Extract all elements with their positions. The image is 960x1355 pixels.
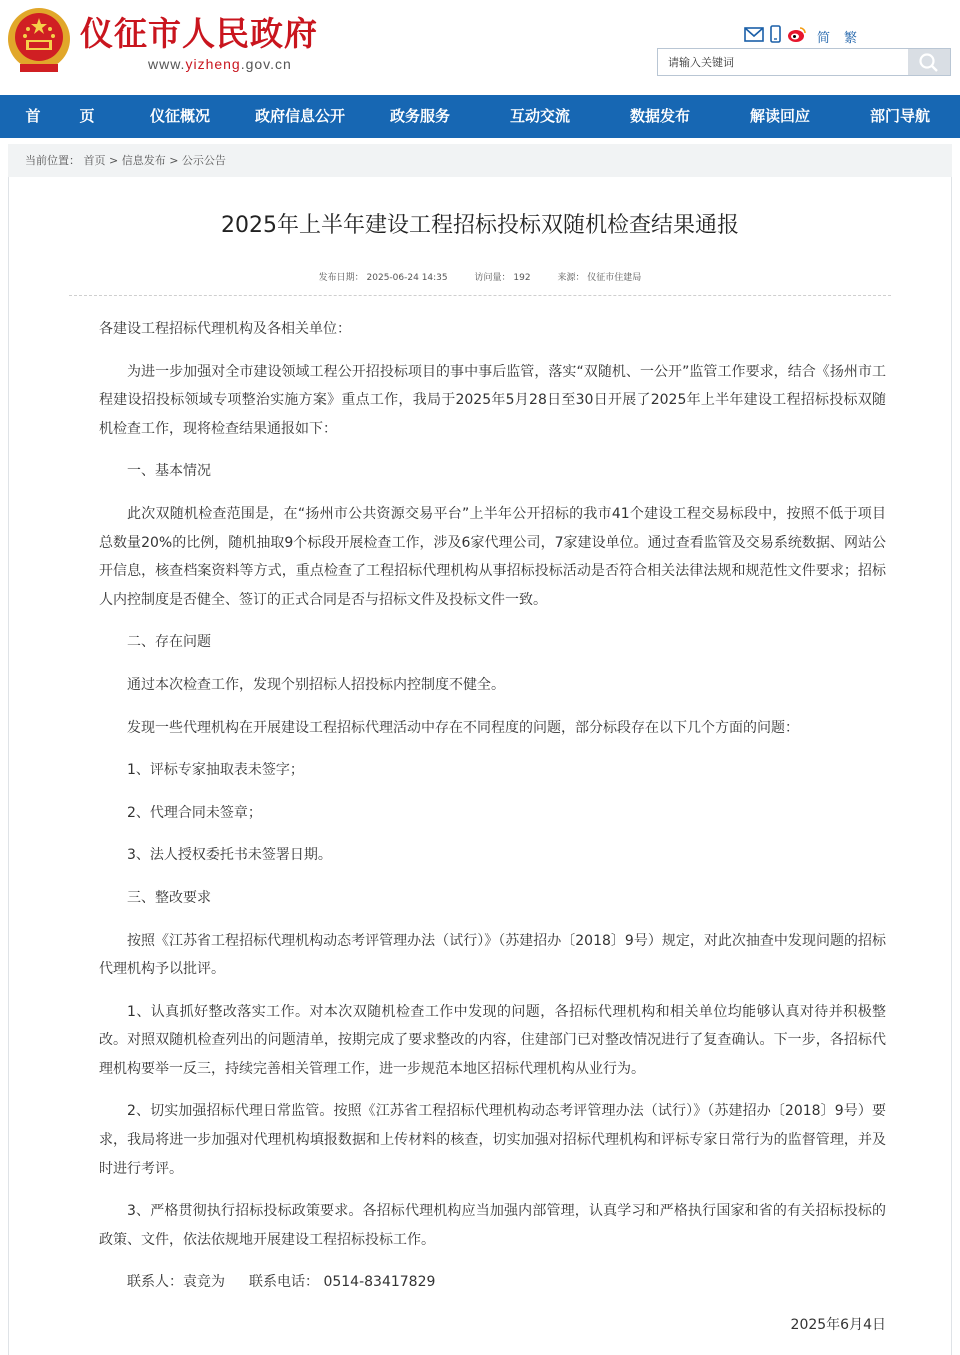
paragraph: 1、认真抓好整改落实工作。对本次双随机检查工作中发现的问题，各招标代理机构和相关单位均能够认真对待并积极整改。对照双随机检查列出的问题清单，按期完成了要求整改的内容，住建部门已对整改情况进行了复查确认。下一步，各招标代理机构要举一反三，持续完善相关管理工作，进一步规范本地区招标代理机构从业行为。	[99, 1003, 886, 1077]
nav-departments[interactable]: 部门导航	[869, 107, 930, 125]
header-tools	[744, 26, 867, 46]
site-url: www.yizheng.gov.cn	[148, 56, 292, 72]
contact-line	[99, 1268, 886, 1297]
lang-simplified-link[interactable]: 简	[817, 30, 831, 46]
divider	[69, 295, 891, 296]
salutation: 各建设工程招标代理机构及各相关单位：	[99, 321, 351, 337]
nav-overview[interactable]: 仪征概况	[149, 107, 210, 125]
contact-phone: 联系电话： 0514-83417829	[249, 1274, 436, 1291]
paragraph: 此次双随机检查范围是，在“扬州市公共资源交易平台”上半年公开招标的我市41个建设工程交易标段中，按照不低于项目总数量20%的比例，随机抽取9个标段开展检查工作，涉及6家代理公司，7家建设单位。通过查看监管及交易系统数据、网站公开信息，核查档案资料等方式，重点检查了工程招标代理机构从事招标投标活动是否符合相关法律法规和规范性文件要求；招标人内控制度是否健全、签订的正式合同是否与招标文件及投标文件一致。	[99, 505, 886, 608]
breadcrumb	[8, 144, 952, 177]
view-count: 访问量： 192	[474, 273, 531, 283]
nav-services[interactable]: 政务服务	[389, 107, 450, 125]
search-button[interactable]	[908, 49, 950, 75]
article-body	[99, 315, 886, 1354]
breadcrumb-path[interactable]: 首页 > 信息发布 > 公示公告	[83, 154, 226, 167]
main-nav	[0, 95, 960, 138]
paragraph: 通过本次检查工作，发现个别招标人招投标内控制度不健全。	[127, 676, 505, 693]
weibo-icon[interactable]	[787, 26, 807, 47]
lang-traditional-link[interactable]: 繁	[844, 30, 858, 46]
mobile-icon[interactable]	[770, 25, 781, 47]
search-icon	[908, 49, 950, 75]
nav-data[interactable]: 数据发布	[629, 107, 690, 125]
section-heading: 三、整改要求	[127, 889, 211, 906]
nav-gov-info[interactable]: 政府信息公开	[254, 107, 345, 125]
site-header	[0, 0, 960, 95]
nav-home[interactable]: 首 页	[25, 107, 107, 125]
search-box	[657, 48, 951, 76]
contact-person: 联系人：袁竞为	[127, 1274, 225, 1291]
nav-interpretation[interactable]: 解读回应	[749, 107, 810, 125]
section-heading: 二、存在问题	[127, 634, 211, 651]
nav-interaction[interactable]: 互动交流	[509, 107, 570, 125]
article-meta	[0, 270, 960, 283]
paragraph: 2、切实加强招标代理日常监管。按照《江苏省工程招标代理机构动态考评管理办法（试行）》（苏建招办〔2018〕9号）要求，我局将进一步加强对代理机构填报数据和上传材料的核查，切实加强对招标代理机构和评标专家日常行为的监督管理，并及时进行考评。	[99, 1103, 886, 1177]
paragraph: 按照《江苏省工程招标代理机构动态考评管理办法（试行）》（苏建招办〔2018〕9号）规定，对此次抽查中发现问题的招标代理机构予以批评。	[99, 932, 886, 978]
article-source: 来源： 仪征市住建局	[557, 273, 642, 283]
article-date: 2025年6月4日	[790, 1317, 886, 1334]
list-item: 3、法人授权委托书未签署日期。	[127, 847, 332, 864]
section-heading: 一、基本情况	[127, 463, 211, 480]
site-title: 仪征市人民政府	[80, 14, 318, 53]
list-item: 2、代理合同未签章；	[127, 804, 262, 821]
mail-icon[interactable]	[744, 27, 764, 46]
national-emblem	[6, 6, 72, 76]
search-input[interactable]	[658, 49, 906, 75]
article-title: 2025年上半年建设工程招标投标双随机检查结果通报	[221, 213, 739, 238]
breadcrumb-label: 当前位置：	[25, 154, 80, 167]
paragraph: 为进一步加强对全市建设领域工程公开招投标项目的事中事后监管，落实“双随机、一公开”监管工作要求，结合《扬州市工程建设招投标领域专项整治实施方案》重点工作，我局于2025年5月28日至30日开展了2025年上半年建设工程招标投标双随机检查工作，现将检查结果通报如下：	[99, 363, 886, 437]
publish-date: 发布日期： 2025-06-24 14:35	[318, 273, 448, 283]
list-item: 1、评标专家抽取表未签字；	[127, 762, 304, 779]
paragraph: 发现一些代理机构在开展建设工程招标代理活动中存在不同程度的问题，部分标段存在以下几个方面的问题：	[127, 719, 799, 736]
paragraph: 3、严格贯彻执行招标投标政策要求。各招标代理机构应当加强内部管理，认真学习和严格执行国家和省的有关招标投标的政策、文件，依法依规地开展建设工程招标投标工作。	[99, 1203, 886, 1248]
